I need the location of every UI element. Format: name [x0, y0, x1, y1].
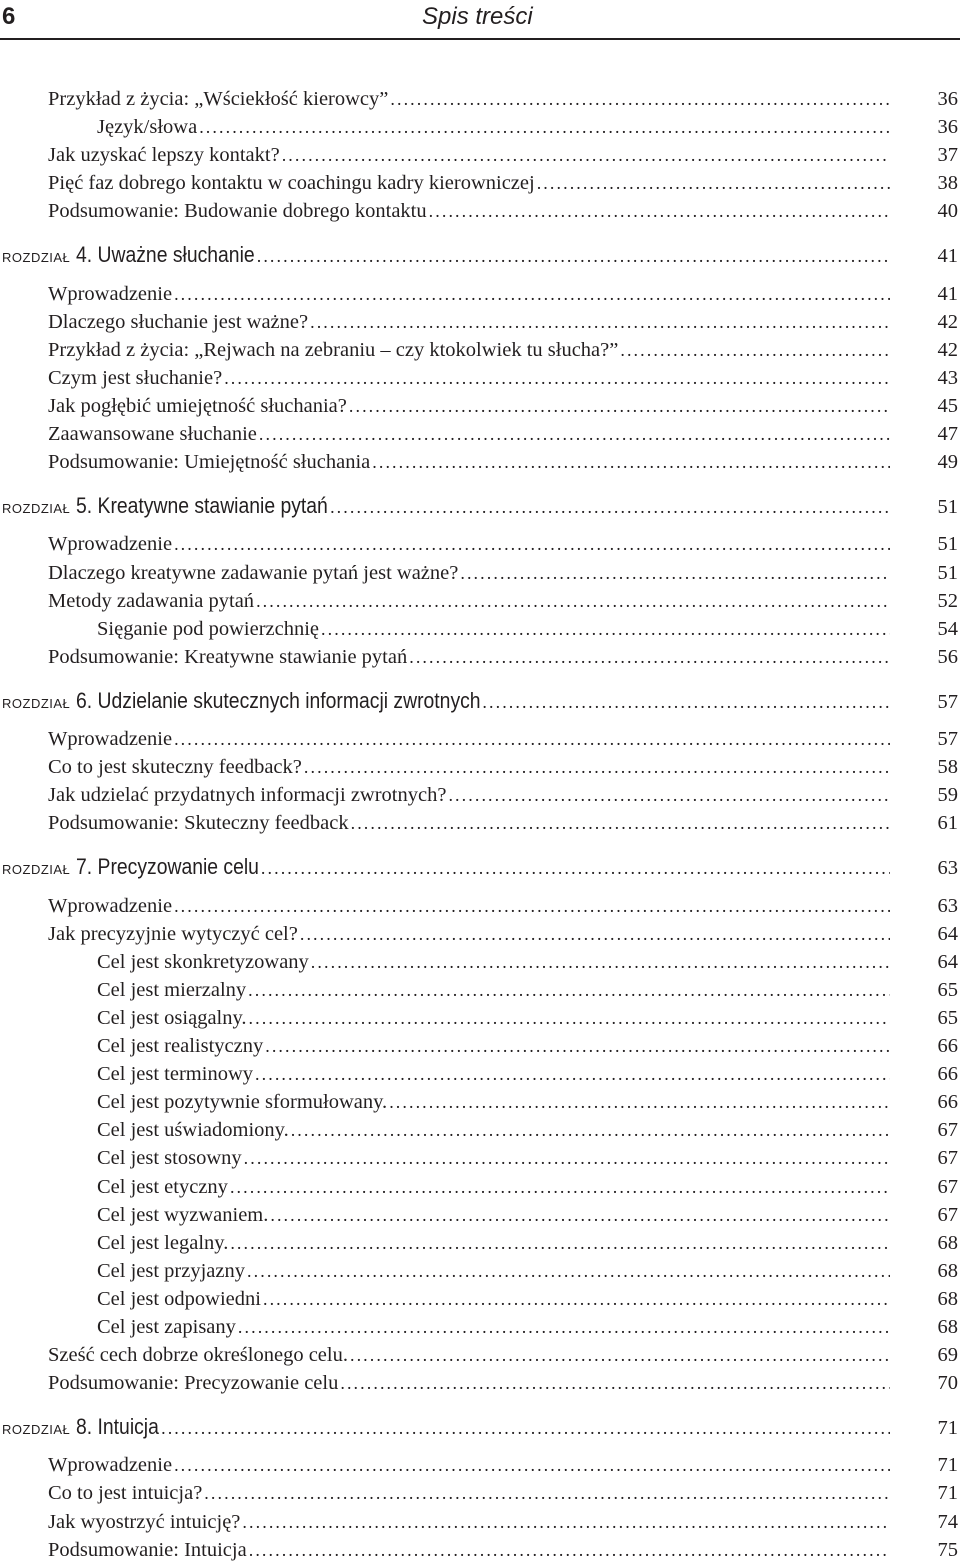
entry-title: Wprowadzenie	[48, 533, 173, 555]
page-ref: 67	[937, 1147, 958, 1169]
toc-entry-row[interactable]	[0, 976, 960, 1004]
page-ref: 42	[937, 339, 958, 361]
dot-leader	[238, 1313, 890, 1341]
dot-leader	[204, 1479, 890, 1507]
toc-entry-row[interactable]	[0, 392, 960, 420]
page-ref: 68	[937, 1288, 958, 1310]
dot-leader	[242, 1508, 890, 1536]
page-ref: 41	[937, 283, 958, 305]
toc-entry-row[interactable]	[0, 725, 960, 753]
toc-entry-row[interactable]	[0, 1369, 960, 1397]
dot-leader	[263, 1285, 890, 1313]
page-ref: 66	[937, 1035, 958, 1057]
toc-entry-row[interactable]	[0, 1313, 960, 1341]
toc-entry-row[interactable]	[0, 809, 960, 837]
dot-leader	[174, 1451, 890, 1479]
dot-leader	[340, 1369, 890, 1397]
chapter-title: 8. Intuicja	[76, 1414, 160, 1439]
entry-title: Wprowadzenie	[48, 283, 173, 305]
page-ref: 67	[937, 1204, 958, 1226]
dot-leader	[265, 1032, 890, 1060]
entry-title: Cel jest odpowiedni	[97, 1288, 261, 1310]
toc-entry-row[interactable]	[0, 1341, 960, 1369]
toc-chapter-row[interactable]	[0, 241, 960, 269]
toc-entry-row[interactable]	[0, 1508, 960, 1536]
entry-title: Jak precyzyjnie wytyczyć cel?	[48, 923, 298, 945]
dot-leader	[409, 643, 890, 671]
page-ref: 68	[937, 1232, 958, 1254]
page-ref: 66	[937, 1091, 958, 1113]
toc-entry-row[interactable]	[0, 1451, 960, 1479]
page-ref: 51	[937, 533, 958, 555]
toc-entry-row[interactable]	[0, 308, 960, 336]
entry-title: Metody zadawania pytań	[48, 590, 255, 612]
entry-title: Podsumowanie: Umiejętność słuchania	[48, 451, 371, 473]
toc-entry-row[interactable]	[0, 1285, 960, 1313]
page-ref: 65	[937, 1007, 958, 1029]
chapter-label: ROZDZIAŁ	[2, 501, 71, 516]
dot-leader	[460, 559, 890, 587]
running-header	[0, 0, 960, 40]
dot-leader	[282, 141, 890, 169]
dot-leader	[256, 587, 890, 615]
dot-leader	[291, 1116, 890, 1144]
page-ref: 66	[937, 1063, 958, 1085]
page-ref: 49	[937, 451, 958, 473]
entry-title: Cel jest skonkretyzowany	[97, 951, 309, 973]
entry-title: Cel jest pozytywnie sformułowany.	[97, 1091, 388, 1113]
page-ref: 65	[937, 979, 958, 1001]
page-ref: 58	[937, 756, 958, 778]
toc-entry-row[interactable]	[0, 85, 960, 113]
entry-title: Przykład z życia: „Rejwach na zebraniu – czy ktokolwiek tu słucha?”	[48, 339, 619, 361]
toc-entry-row[interactable]	[0, 364, 960, 392]
toc-entry-row[interactable]	[0, 781, 960, 809]
page-ref: 75	[937, 1539, 958, 1561]
page-ref: 41	[937, 245, 958, 267]
dot-leader	[247, 1257, 890, 1285]
toc-entry-row[interactable]	[0, 615, 960, 643]
toc-entry-row[interactable]	[0, 141, 960, 169]
page-ref: 42	[937, 311, 958, 333]
entry-title: Cel jest uświadomiony.	[97, 1119, 289, 1141]
toc-entry-row[interactable]	[0, 1257, 960, 1285]
page-ref: 67	[937, 1119, 958, 1141]
chapter-title: 6. Udzielanie skutecznych informacji zwrotnych	[76, 688, 481, 713]
entry-title: Wprowadzenie	[48, 1454, 173, 1476]
toc-entry-row[interactable]	[0, 1088, 960, 1116]
entry-title: Cel jest legalny.	[97, 1232, 229, 1254]
page-ref: 59	[937, 784, 958, 806]
toc-entry-row[interactable]	[0, 1004, 960, 1032]
entry-title: Język/słowa	[97, 116, 198, 138]
dot-leader	[244, 1144, 890, 1172]
page-ref: 71	[937, 1454, 958, 1476]
page-ref: 36	[937, 88, 958, 110]
toc-entry-row[interactable]	[0, 530, 960, 558]
entry-title: Przykład z życia: „Wściekłość kierowcy”	[48, 88, 389, 110]
dot-leader	[300, 920, 890, 948]
entry-title: Jak pogłębić umiejętność słuchania?	[48, 395, 347, 417]
dot-leader	[174, 280, 890, 308]
dot-leader	[349, 392, 890, 420]
toc-chapter-row[interactable]	[0, 492, 960, 520]
dot-leader	[429, 197, 890, 225]
dot-leader	[248, 976, 890, 1004]
toc-entry-row[interactable]	[0, 1201, 960, 1229]
dot-leader	[249, 1004, 890, 1032]
dot-leader	[270, 1201, 890, 1229]
entry-title: Cel jest etyczny	[97, 1176, 228, 1198]
toc-entry-row[interactable]	[0, 169, 960, 197]
chapter-title: 5. Kreatywne stawianie pytań	[76, 493, 329, 518]
toc-entry-row[interactable]	[0, 948, 960, 976]
page-ref: 71	[937, 1417, 958, 1439]
dot-leader	[448, 781, 890, 809]
page-ref: 57	[937, 691, 958, 713]
toc-entry-row[interactable]	[0, 1032, 960, 1060]
toc-entry-row[interactable]	[0, 1536, 960, 1564]
entry-title: Czym jest słuchanie?	[48, 367, 223, 389]
dot-leader	[389, 1088, 890, 1116]
dot-leader	[174, 530, 890, 558]
entry-title: Podsumowanie: Kreatywne stawianie pytań	[48, 646, 408, 668]
toc-entry-row[interactable]	[0, 753, 960, 781]
toc-entry-row[interactable]	[0, 587, 960, 615]
dot-leader	[482, 688, 890, 716]
dot-leader	[249, 1536, 890, 1564]
page-ref: 51	[937, 496, 958, 518]
chapter-label: ROZDZIAŁ	[2, 696, 71, 711]
page-ref: 68	[937, 1260, 958, 1282]
page-ref: 47	[937, 423, 958, 445]
page-ref: 36	[937, 116, 958, 138]
dot-leader	[199, 113, 890, 141]
dot-leader	[174, 725, 890, 753]
page-ref: 45	[937, 395, 958, 417]
dot-leader	[259, 420, 890, 448]
page-ref: 71	[937, 1482, 958, 1504]
toc-entry-row[interactable]	[0, 448, 960, 476]
dot-leader	[620, 336, 890, 364]
dot-leader	[161, 1414, 890, 1442]
entry-title: Pięć faz dobrego kontaktu w coachingu kadry kierowniczej	[48, 172, 535, 194]
toc-entry-row[interactable]	[0, 643, 960, 671]
entry-title: Cel jest terminowy	[97, 1063, 254, 1085]
chapter-title: 7. Precyzowanie celu	[76, 854, 260, 879]
page-ref: 69	[937, 1344, 958, 1366]
running-title: Spis treści	[422, 3, 533, 30]
entry-title: Cel jest osiągalny.	[97, 1007, 247, 1029]
chapter-label: ROZDZIAŁ	[2, 250, 71, 265]
entry-title: Jak udzielać przydatnych informacji zwrotnych?	[48, 784, 447, 806]
toc-entry-row[interactable]	[0, 1479, 960, 1507]
dot-leader	[230, 1173, 890, 1201]
page-ref: 43	[937, 367, 958, 389]
page-ref: 54	[937, 618, 958, 640]
entry-title: Dlaczego kreatywne zadawanie pytań jest ważne?	[48, 562, 459, 584]
page-ref: 70	[937, 1372, 958, 1394]
page-ref: 64	[937, 951, 958, 973]
toc-entry-row[interactable]	[0, 1144, 960, 1172]
dot-leader	[372, 448, 890, 476]
entry-title: Sześć cech dobrze określonego celu.	[48, 1344, 348, 1366]
dot-leader	[224, 364, 890, 392]
entry-title: Cel jest przyjazny	[97, 1260, 246, 1282]
dot-leader	[174, 892, 890, 920]
dot-leader	[255, 1060, 890, 1088]
entry-title: Cel jest stosowny	[97, 1147, 242, 1169]
dot-leader	[257, 242, 890, 270]
entry-title: Zaawansowane słuchanie	[48, 423, 257, 445]
entry-title: Wprowadzenie	[48, 728, 173, 750]
entry-title: Wprowadzenie	[48, 895, 173, 917]
dot-leader	[321, 615, 890, 643]
toc-chapter-row[interactable]	[0, 1413, 960, 1441]
toc-entry-row[interactable]	[0, 113, 960, 141]
page-ref: 38	[937, 172, 958, 194]
entry-title: Co to jest intuicja?	[48, 1482, 203, 1504]
page-ref: 37	[937, 144, 958, 166]
toc-entry-row[interactable]	[0, 1116, 960, 1144]
toc-entry-row[interactable]	[0, 559, 960, 587]
toc-entry-row[interactable]	[0, 280, 960, 308]
dot-leader	[390, 85, 890, 113]
page-ref: 67	[937, 1176, 958, 1198]
page-number: 6	[2, 3, 16, 30]
entry-title: Podsumowanie: Budowanie dobrego kontaktu	[48, 200, 427, 222]
toc-entry-row[interactable]	[0, 1229, 960, 1257]
toc-entry-row[interactable]	[0, 1060, 960, 1088]
dot-leader	[537, 169, 890, 197]
dot-leader	[351, 809, 890, 837]
entry-title: Sięganie pod powierzchnię	[97, 618, 320, 640]
entry-title: Dlaczego słuchanie jest ważne?	[48, 311, 309, 333]
toc-entry-row[interactable]	[0, 336, 960, 364]
entry-title: Jak uzyskać lepszy kontakt?	[48, 144, 280, 166]
entry-title: Podsumowanie: Skuteczny feedback	[48, 812, 349, 834]
entry-title: Cel jest mierzalny	[97, 979, 247, 1001]
page-ref: 61	[937, 812, 958, 834]
toc-chapter-row[interactable]	[0, 687, 960, 715]
page-ref: 40	[937, 200, 958, 222]
toc-entry-row[interactable]	[0, 420, 960, 448]
toc-entry-row[interactable]	[0, 892, 960, 920]
dot-leader	[330, 493, 890, 521]
page-ref: 63	[937, 857, 958, 879]
dot-leader	[304, 753, 890, 781]
entry-title: Cel jest realistyczny	[97, 1035, 264, 1057]
dot-leader	[311, 948, 890, 976]
entry-title: Cel jest zapisany	[97, 1316, 236, 1338]
page-ref: 74	[937, 1511, 958, 1533]
dot-leader	[230, 1229, 890, 1257]
toc-chapter-row[interactable]	[0, 853, 960, 881]
entry-title: Jak wyostrzyć intuicję?	[48, 1511, 241, 1533]
page-ref: 57	[937, 728, 958, 750]
page-ref: 51	[937, 562, 958, 584]
toc-entry-row[interactable]	[0, 1173, 960, 1201]
chapter-title: 4. Uważne słuchanie	[76, 242, 255, 267]
entry-title: Podsumowanie: Precyzowanie celu	[48, 1372, 339, 1394]
chapter-label: ROZDZIAŁ	[2, 862, 71, 877]
page-ref: 68	[937, 1316, 958, 1338]
page-ref: 63	[937, 895, 958, 917]
dot-leader	[350, 1341, 890, 1369]
entry-title: Co to jest skuteczny feedback?	[48, 756, 302, 778]
entry-title: Podsumowanie: Intuicja	[48, 1539, 247, 1561]
toc-entry-row[interactable]	[0, 197, 960, 225]
page-ref: 52	[937, 590, 958, 612]
entry-title: Cel jest wyzwaniem.	[97, 1204, 269, 1226]
dot-leader	[261, 854, 890, 882]
dot-leader	[310, 308, 890, 336]
page-ref: 64	[937, 923, 958, 945]
chapter-label: ROZDZIAŁ	[2, 1422, 71, 1437]
page-ref: 56	[937, 646, 958, 668]
toc-entry-row[interactable]	[0, 920, 960, 948]
